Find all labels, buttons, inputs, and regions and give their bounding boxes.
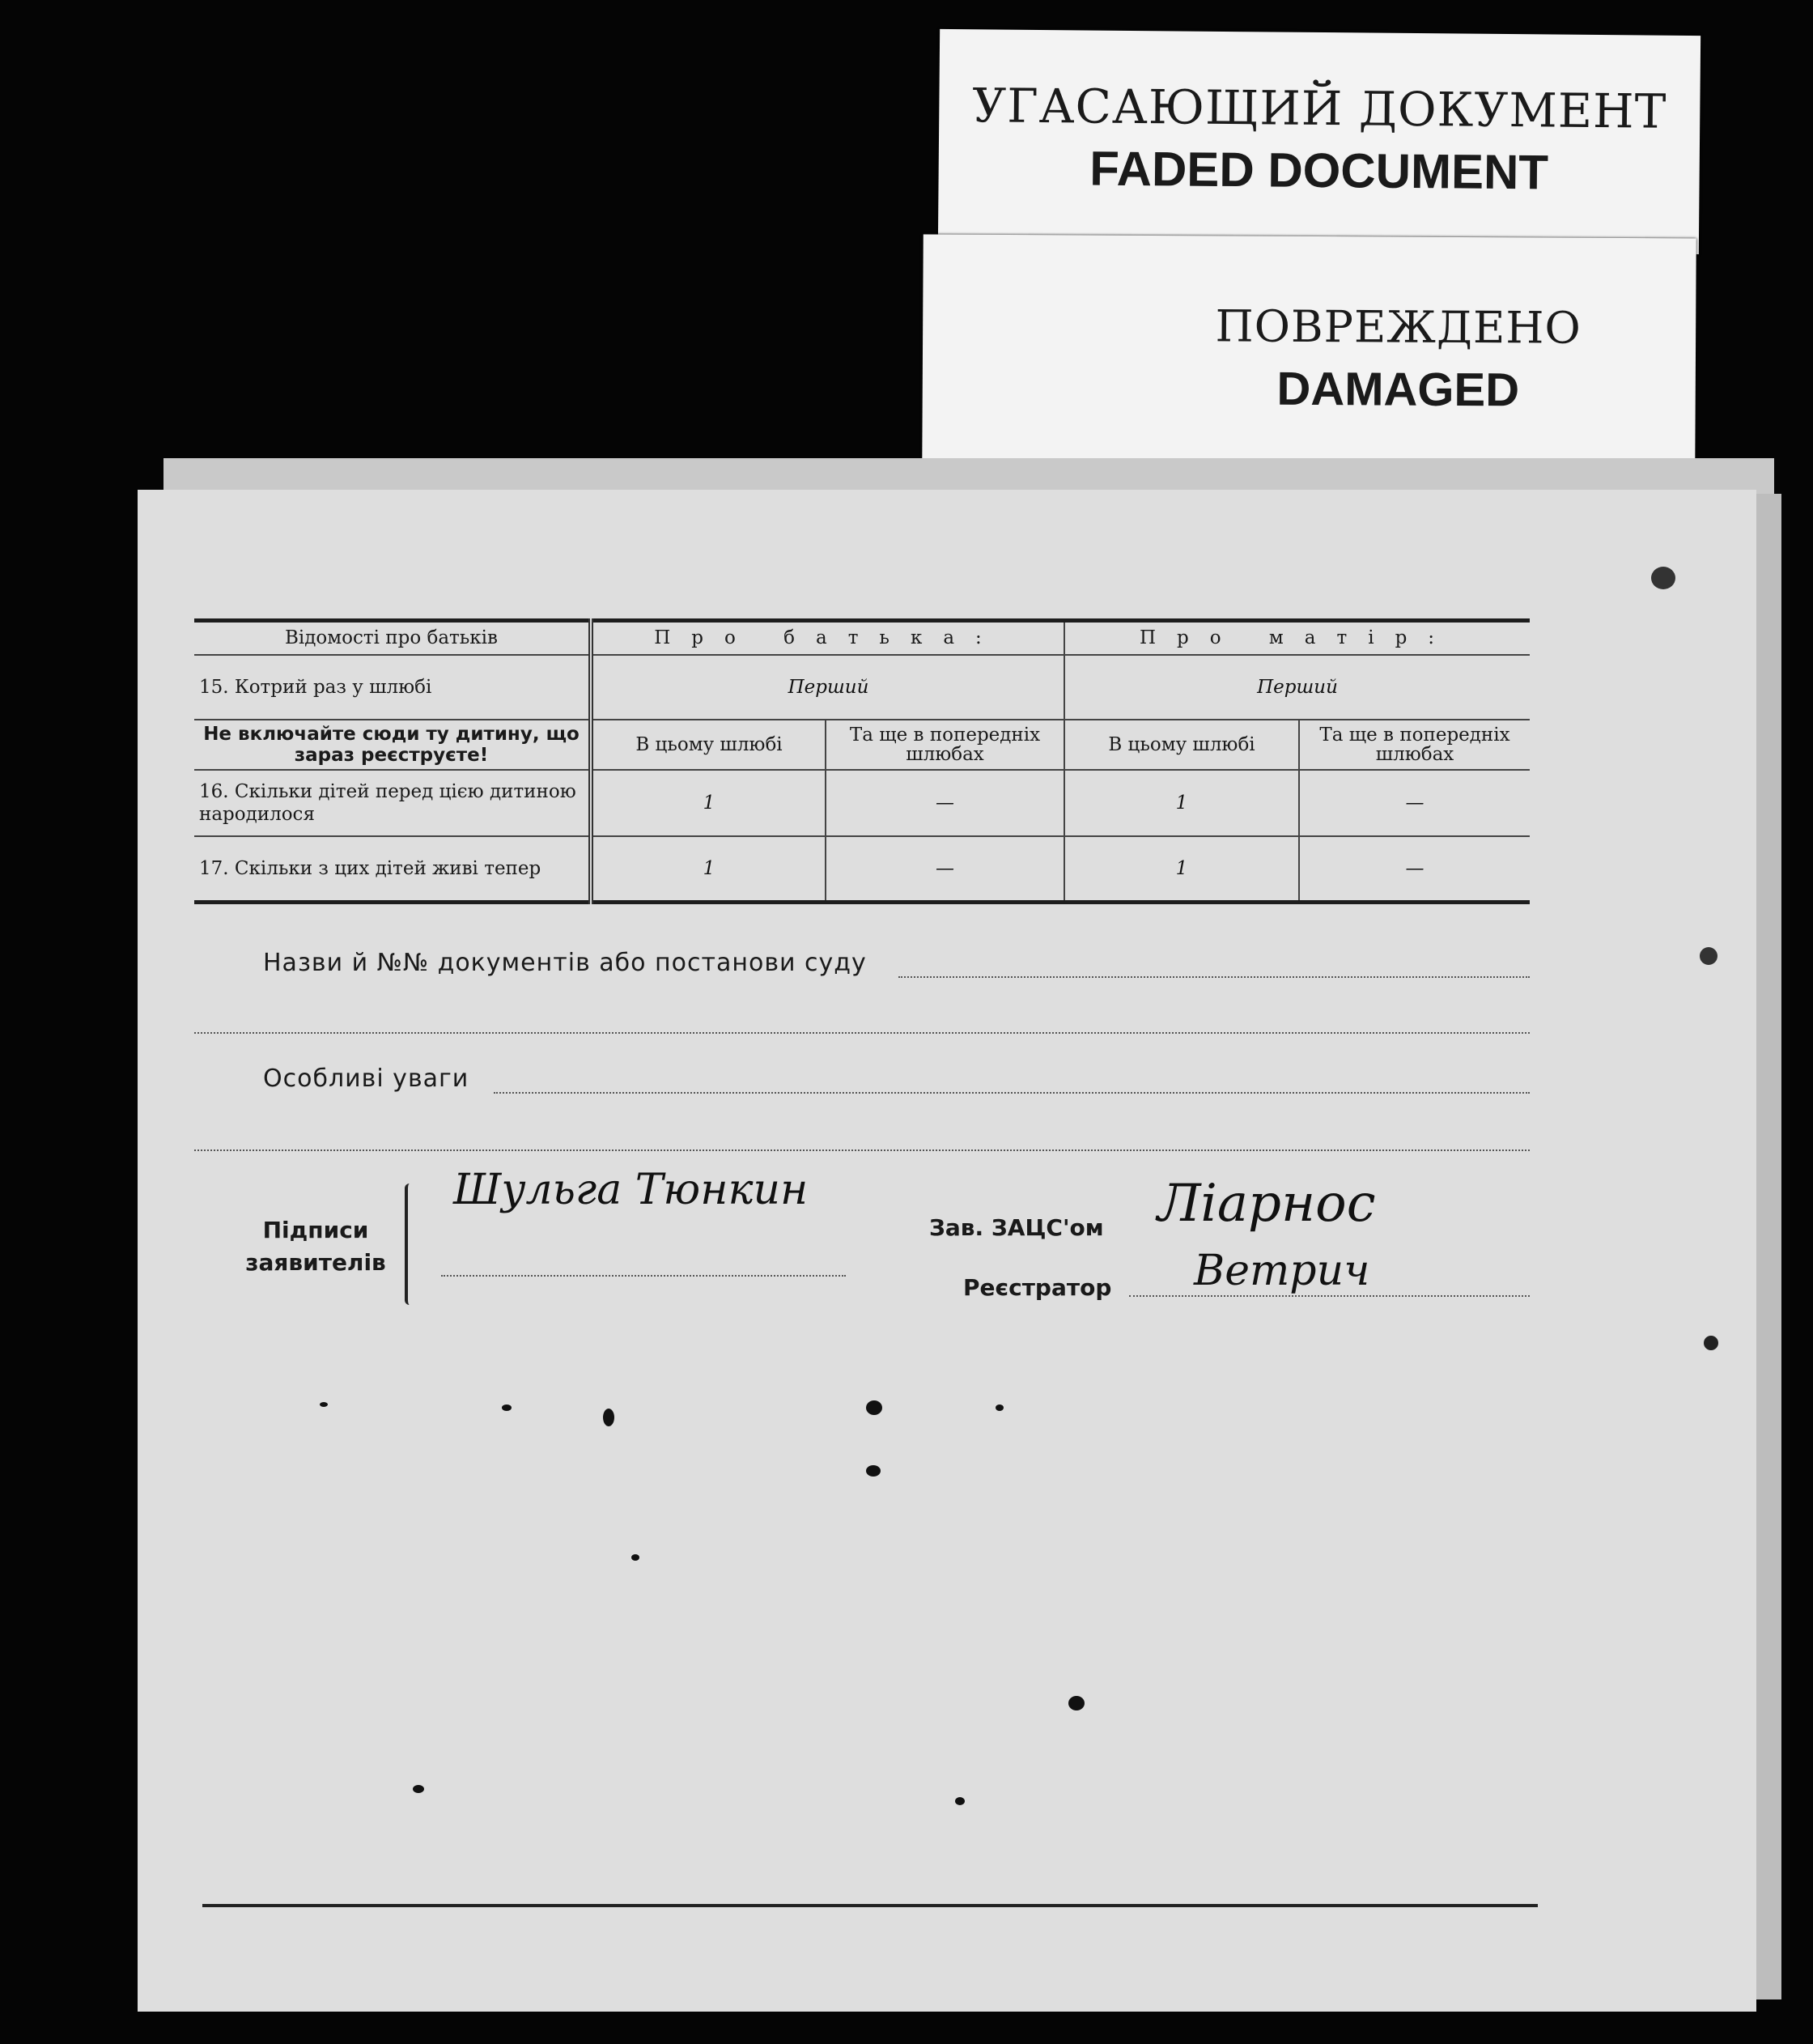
ink-speck <box>502 1404 512 1411</box>
documents-label: Назви й №№ документів або постанови суду <box>263 949 867 977</box>
parents-table <box>194 618 1530 904</box>
header-info: Відомості про батьків <box>194 621 591 655</box>
row17-label: 17. Скільки з цих дітей живі тепер <box>194 836 591 903</box>
header-father: Про батька: <box>591 621 1064 655</box>
documents-line <box>898 976 1530 978</box>
faded-document-label <box>938 29 1700 254</box>
damaged-label <box>922 235 1696 474</box>
table-subheader-row <box>194 720 1530 770</box>
bottom-rule <box>202 1904 1538 1907</box>
signatures-section <box>194 1166 1530 1328</box>
damaged-label-ru: ПОВРЕЖДЕНО <box>1215 300 1582 354</box>
row15-label: 15. Котрий раз у шлюбі <box>194 655 591 720</box>
ink-speck <box>866 1465 881 1477</box>
notes-label: Особливі уваги <box>263 1064 469 1093</box>
ink-speck <box>413 1785 424 1793</box>
notes-field <box>194 1064 1530 1097</box>
head-signature: Ліарнос <box>1157 1174 1376 1234</box>
parents-table-section <box>194 618 1530 904</box>
row16-mother-prev: — <box>1299 770 1530 836</box>
registrar-line <box>1129 1295 1530 1297</box>
applicants-label: Підписи заявителів <box>245 1217 386 1276</box>
ink-speck <box>955 1797 965 1805</box>
row17-father-prev: — <box>826 836 1064 903</box>
row17-mother-this: 1 <box>1064 836 1299 903</box>
registrar-label: Реєстратор <box>963 1274 1112 1301</box>
subheader-father-prev: Та ще в попередніх шлюбах <box>826 720 1064 770</box>
applicant-line <box>441 1275 846 1277</box>
faded-label-en: FADED DOCUMENT <box>1089 141 1549 200</box>
row16-father-prev: — <box>826 770 1064 836</box>
row16-father-this: 1 <box>591 770 826 836</box>
applicants-brace <box>405 1183 419 1305</box>
subheader-mother-prev: Та ще в попередніх шлюбах <box>1299 720 1530 770</box>
faded-label-ru: УГАСАЮЩИЙ ДОКУМЕНТ <box>972 78 1667 139</box>
hole-mark <box>1700 947 1717 965</box>
hole-mark <box>1651 567 1675 589</box>
notes-line-2 <box>194 1149 1530 1151</box>
registrar-signature: Ветрич <box>1194 1247 1370 1295</box>
row17-mother-prev: — <box>1299 836 1530 903</box>
ink-speck <box>996 1404 1004 1411</box>
table-row-16 <box>194 770 1530 836</box>
header-mother: Про матір: <box>1064 621 1530 655</box>
row16-label: 16. Скільки дітей перед цією дитиною народилося <box>194 770 591 836</box>
hole-mark <box>1704 1336 1718 1350</box>
documents-line-2 <box>194 1032 1530 1034</box>
applicant-signature: Шульга Тюнкин <box>453 1166 809 1214</box>
ink-speck <box>320 1402 328 1407</box>
subheader-father-this: В цьому шлюбі <box>591 720 826 770</box>
head-label: Зав. ЗАЦС'ом <box>929 1214 1104 1241</box>
subheader-note: Не включайте сюди ту дитину, що зараз реєструєте! <box>194 720 591 770</box>
row15-mother-value: Перший <box>1064 655 1530 720</box>
subheader-mother-this: В цьому шлюбі <box>1064 720 1299 770</box>
ink-speck <box>631 1554 639 1561</box>
notes-line <box>494 1092 1530 1094</box>
ink-speck <box>866 1400 882 1415</box>
ink-speck <box>603 1409 614 1426</box>
ink-speck <box>1068 1696 1085 1710</box>
table-row-15 <box>194 655 1530 720</box>
documents-field <box>194 949 1530 981</box>
row16-mother-this: 1 <box>1064 770 1299 836</box>
table-row-17 <box>194 836 1530 903</box>
damaged-label-en: DAMAGED <box>1276 362 1520 417</box>
row15-father-value: Перший <box>591 655 1064 720</box>
table-header-row <box>194 621 1530 655</box>
row17-father-this: 1 <box>591 836 826 903</box>
